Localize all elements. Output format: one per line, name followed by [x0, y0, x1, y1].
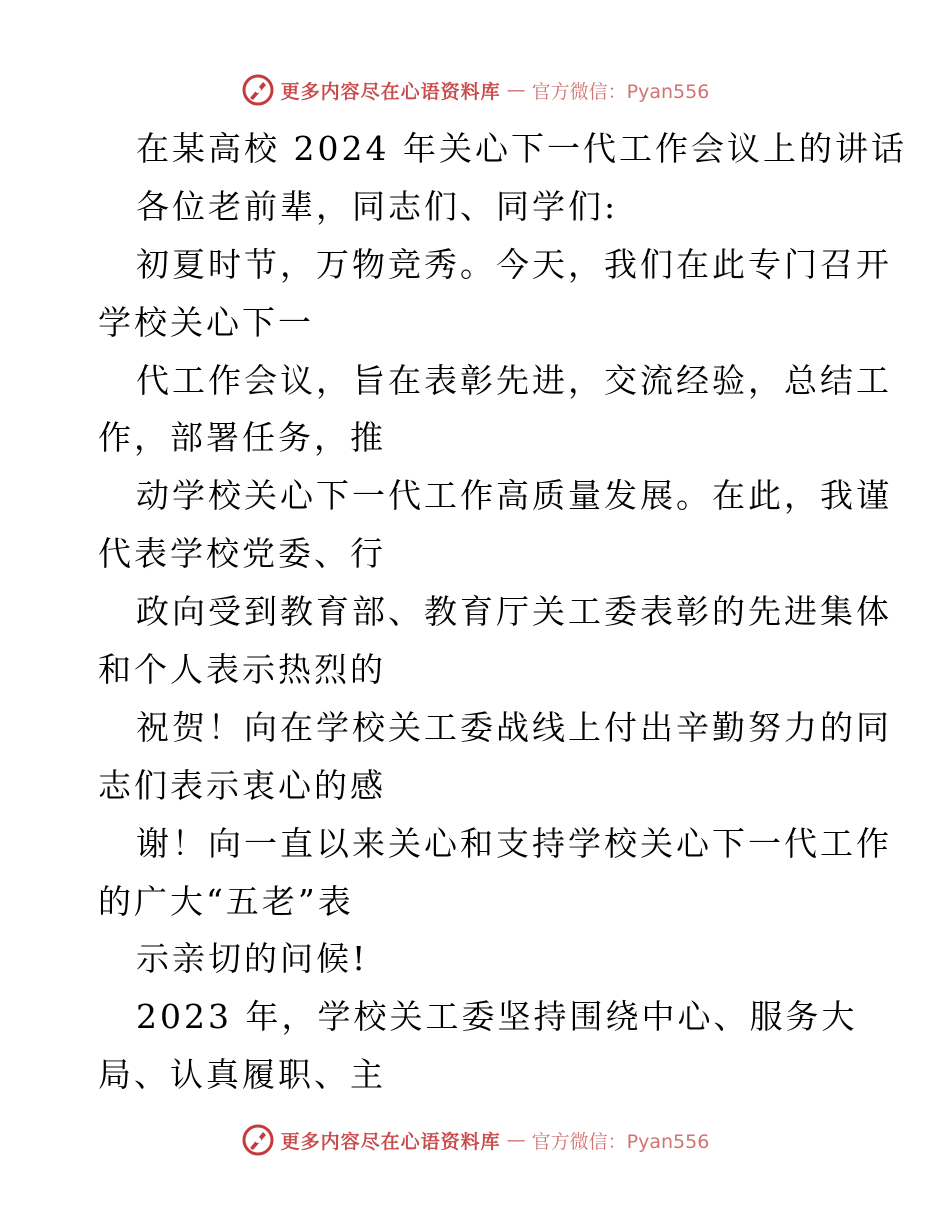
- text-line: 政向受到教育部、教育厅关工委表彰的先进集体: [136, 592, 892, 632]
- watermark-wechat: 官方微信：Pyan556: [531, 80, 710, 103]
- text-line: 局、认真履职、主: [98, 1055, 386, 1095]
- header-watermark: [0, 70, 950, 110]
- text-line: 在某高校 2024 年关心下一代工作会议上的讲话: [136, 129, 907, 168]
- text-line: 2023 年，学校关工委坚持围绕中心、服务大: [136, 997, 858, 1037]
- speech-body: [98, 120, 907, 1104]
- text-line: 各位老前辈，同志们、同学们:: [136, 186, 619, 226]
- text-line: 志们表示衷心的感: [98, 765, 386, 805]
- watermark-wechat: 官方微信：Pyan556: [531, 1130, 710, 1153]
- text-line: 和个人表示热烈的: [98, 650, 386, 690]
- text-line: 代表学校党委、行: [98, 534, 386, 574]
- text-line: 示亲切的问候!: [136, 939, 369, 979]
- text-line: 代工作会议，旨在表彰先进，交流经验，总结工: [136, 360, 892, 400]
- watermark-separator: —: [506, 79, 526, 101]
- quill-logo-icon: [241, 73, 275, 107]
- watermark-separator: —: [506, 1129, 526, 1151]
- footer-watermark: [0, 1120, 950, 1160]
- watermark-brand: 更多内容尽在心语资料库: [280, 80, 501, 103]
- text-line: 学校关心下一: [98, 302, 314, 342]
- quill-logo-icon: [241, 1123, 275, 1157]
- text-line: 初夏时节，万物竞秀。今天，我们在此专门召开: [136, 244, 892, 284]
- text-line: 祝贺！向在学校关工委战线上付出辛勤努力的同: [136, 707, 892, 747]
- text-line: 的广大“五老”表: [98, 881, 354, 921]
- watermark-brand: 更多内容尽在心语资料库: [280, 1130, 501, 1153]
- text-line: 谢！向一直以来关心和支持学校关心下一代工作: [136, 823, 892, 863]
- text-line: 动学校关心下一代工作高质量发展。在此，我谨: [136, 476, 892, 516]
- text-line: 作，部署任务，推: [98, 418, 386, 458]
